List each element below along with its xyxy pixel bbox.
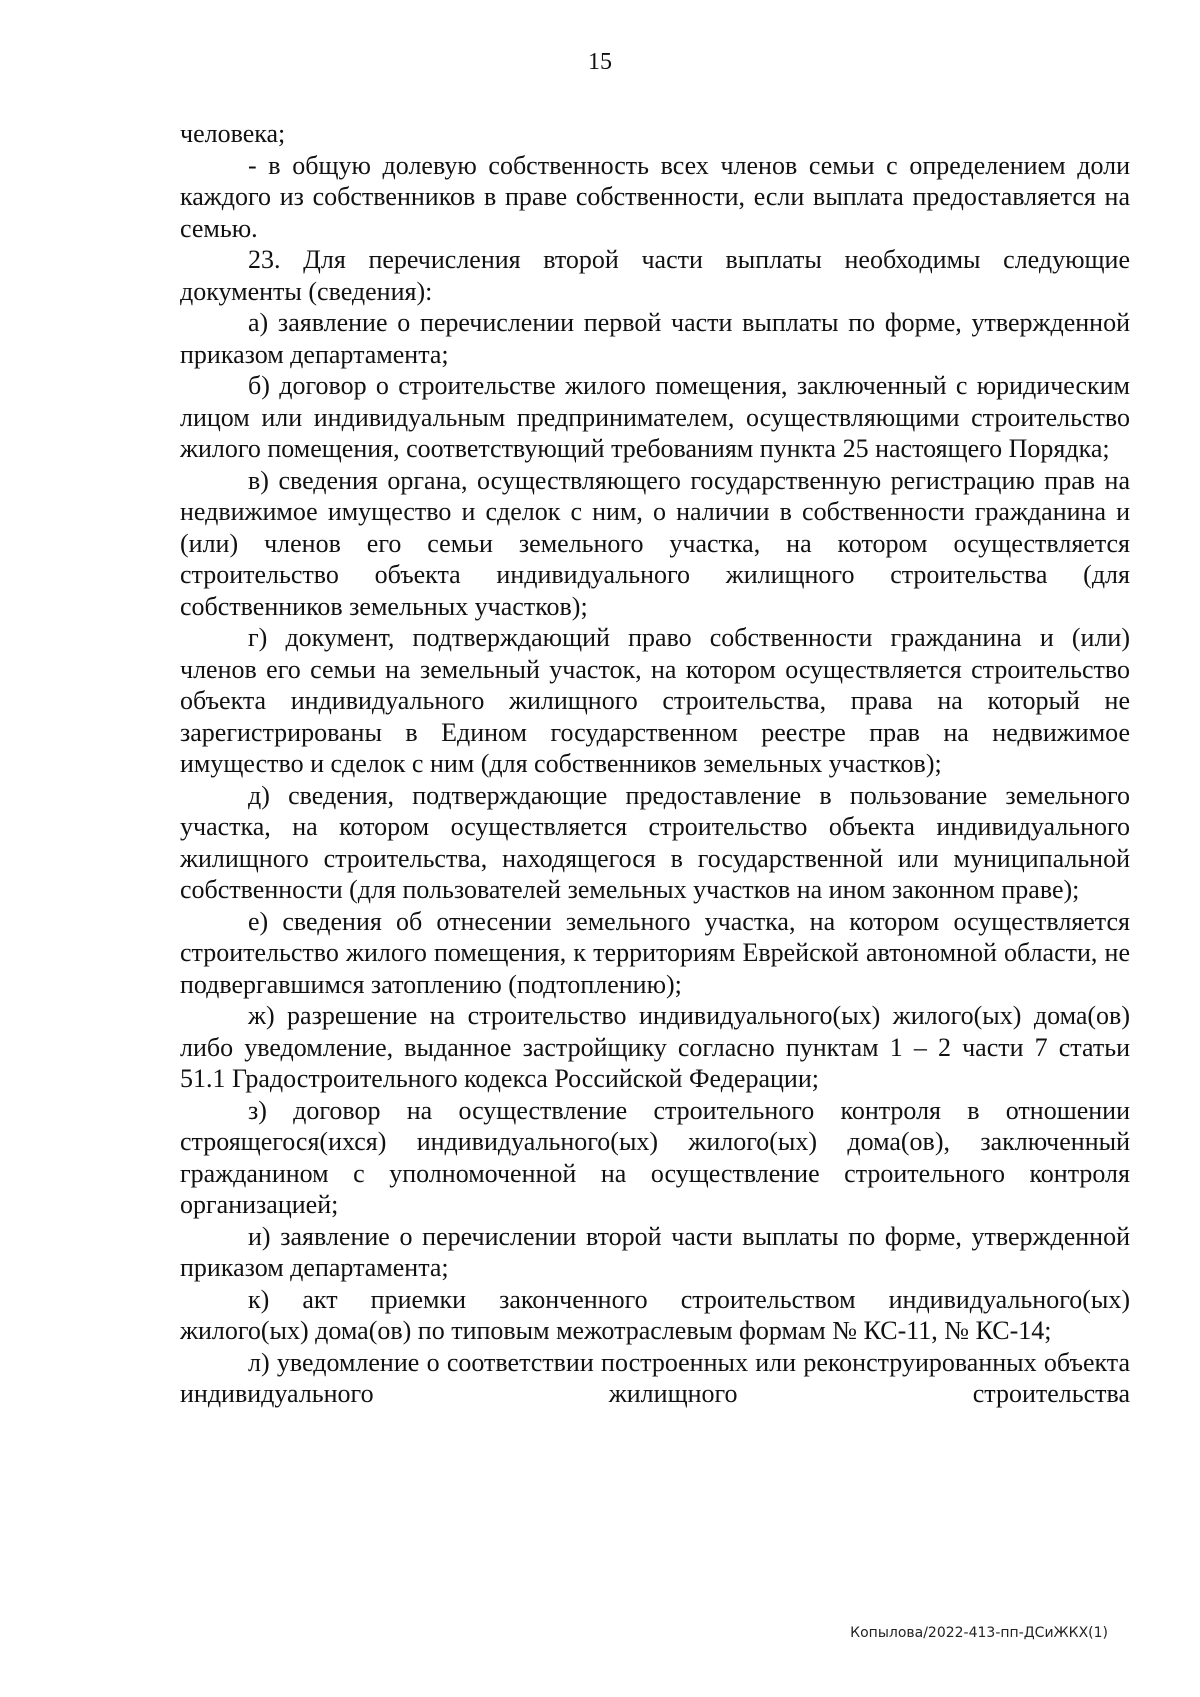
list-item-l: л) уведомление о соответствии построенных или реконструированных объекта индивидуального жилищного строительства bbox=[180, 1347, 1130, 1408]
list-item-zh: ж) разрешение на строительство индивидуального(ых) жилого(ых) дома(ов) либо уведомление, выданное застройщику согласно пунктам 1 – 2 части 7 статьи 51.1 Градостроительного кодекса Российской Федерации; bbox=[180, 1001, 1130, 1093]
list-item-a: а) заявление о перечислении первой части выплаты по форме, утвержденной приказом департамента; bbox=[180, 308, 1130, 369]
paragraph-continuation: человека; bbox=[180, 119, 286, 148]
page-number: 15 bbox=[588, 49, 612, 75]
paragraph-item-23: 23. Для перечисления второй части выплаты необходимы следующие документы (сведения): bbox=[180, 245, 1130, 306]
document-body bbox=[180, 118, 1130, 1410]
list-item-k: к) акт приемки законченного строительством индивидуального(ых) жилого(ых) дома(ов) по типовым межотраслевым формам № КС-11, № КС-14; bbox=[180, 1284, 1130, 1345]
list-item-g: г) документ, подтверждающий право собственности гражданина и (или) членов его семьи на земельный участок, на котором осуществляется строительство объекта индивидуального жилищного строительства, права на который не зарегистрированы в Едином государственном реестре прав на недвижимое имущество и сделок с ним (для собственников земельных участков); bbox=[180, 623, 1130, 778]
paragraph-shared-ownership: - в общую долевую собственность всех членов семьи с определением доли каждого из собственников в праве собственности, если выплата предоставляется на семью. bbox=[180, 150, 1130, 243]
list-item-i: и) заявление о перечислении второй части выплаты по форме, утвержденной приказом департамента; bbox=[180, 1221, 1130, 1282]
document-reference: Копылова/2022-413-пп-ДСиЖКХ(1) bbox=[850, 1625, 1108, 1641]
list-item-v: в) сведения органа, осуществляющего государственную регистрацию прав на недвижимое имущество и сделок с ним, о наличии в собственности гражданина и (или) членов его семьи земельного участка, на котором осуществляется строительство объекта индивидуального жилищного строительства (для собственников земельных участков); bbox=[180, 465, 1130, 621]
list-item-z: з) договор на осуществление строительного контроля в отношении строящегося(ихся) индивидуального(ых) жилого(ых) дома(ов), заключенный гражданином с уполномоченной на осуществление строительного контроля организацией; bbox=[180, 1095, 1130, 1219]
list-item-b: б) договор о строительстве жилого помещения, заключенный с юридическим лицом или индивидуальным предпринимателем, осуществляющими строительство жилого помещения, соответствующий требованиям пункта 25 настоящего Порядка; bbox=[180, 371, 1130, 463]
list-item-e: е) сведения об отнесении земельного участка, на котором осуществляется строительство жилого помещения, к территориям Еврейской автономной области, не подвергавшимся затоплению (подтоплению); bbox=[180, 906, 1130, 999]
list-item-d: д) сведения, подтверждающие предоставление в пользование земельного участка, на котором осуществляется строительство объекта индивидуального жилищного строительства, находящегося в государственной или муниципальной собственности (для пользователей земельных участков на ином законном праве); bbox=[180, 780, 1130, 904]
